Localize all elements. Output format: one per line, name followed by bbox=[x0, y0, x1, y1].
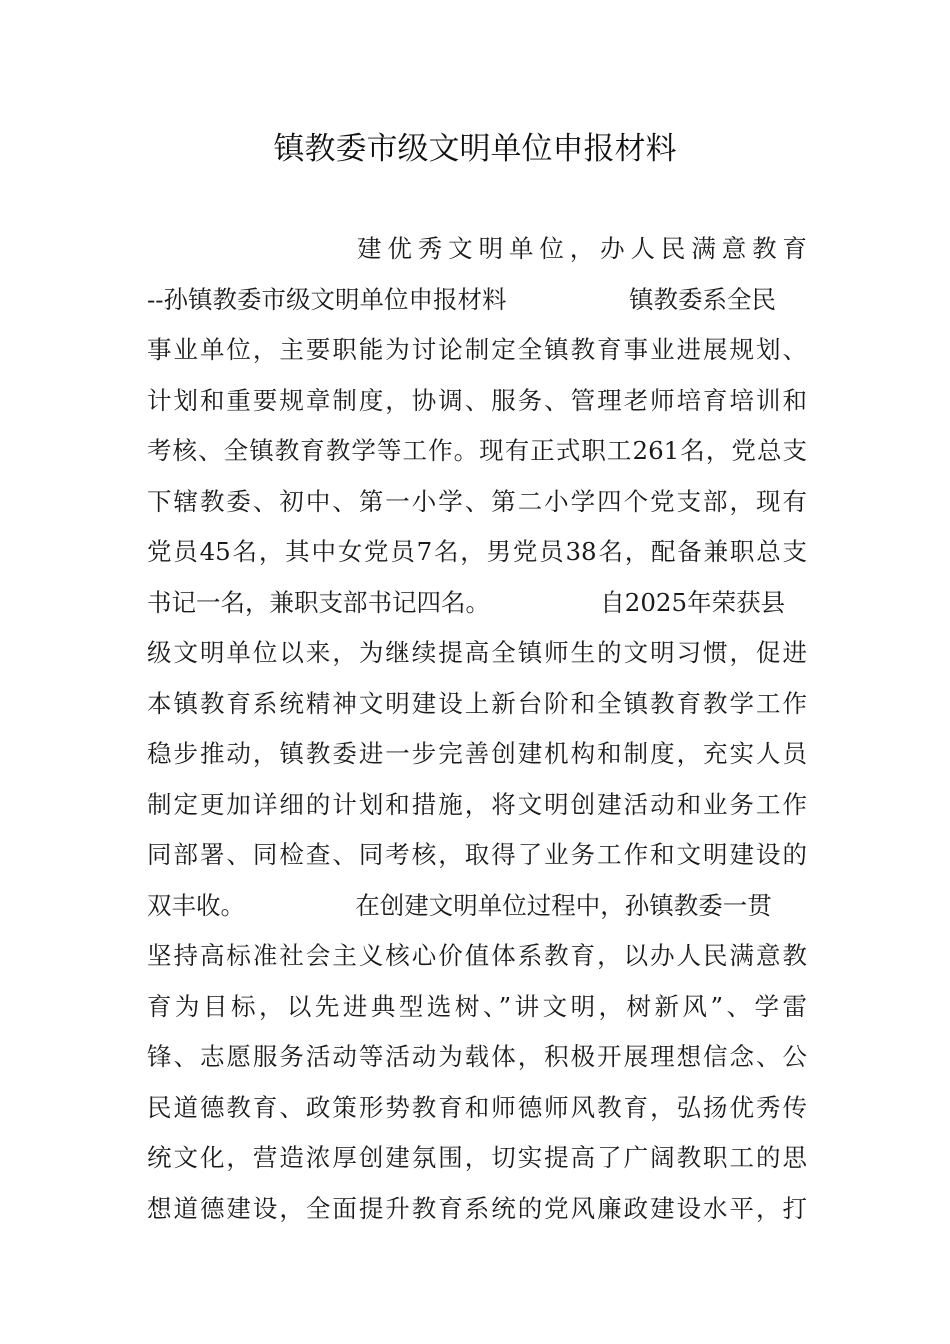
body-line: 本镇教育系统精神文明建设上新台阶和全镇教育教学工作 bbox=[147, 688, 807, 718]
body-line: 下辖教委、初中、第一小学、第二小学四个党支部，现有 bbox=[147, 486, 807, 516]
body-line: 民道德教育、政策形势教育和师德师风教育，弘扬优秀传 bbox=[147, 1092, 807, 1122]
body-line: 级文明单位以来，为继续提高全镇师生的文明习惯，促进 bbox=[147, 638, 807, 667]
body-line: 书记一名，兼职支部书记四名。 自2025年荣获县 bbox=[147, 587, 786, 617]
body-line: 育为目标，以先进典型选树、”讲文明，树新风”、学雷 bbox=[147, 991, 807, 1021]
document-body bbox=[147, 230, 807, 1240]
body-line: 稳步推动，镇教委进一步完善创建机构和制度，充实人员 bbox=[147, 739, 807, 768]
body-line: 建优秀文明单位，办人民满意教育 bbox=[357, 234, 807, 263]
body-line: 考核、全镇教育教学等工作。现有正式职工261名，党总支 bbox=[147, 436, 807, 465]
body-line: --孙镇教委市级文明单位申报材料 镇教委系全民 bbox=[147, 284, 777, 314]
body-line: 想道德建设，全面提升教育系统的党风廉政建设水平，打 bbox=[147, 1193, 807, 1223]
body-line: 双丰收。 在创建文明单位过程中，孙镇教委一贯 bbox=[147, 890, 772, 920]
document-title: 镇教委市级文明单位申报材料 bbox=[273, 131, 677, 167]
body-line: 锋、志愿服务活动等活动为载体，积极开展理想信念、公 bbox=[147, 1042, 807, 1071]
body-line: 党员45名，其中女党员7名，男党员38名，配备兼职总支 bbox=[147, 537, 807, 566]
body-line: 统文化，营造浓厚创建氛围，切实提高了广阔教职工的思 bbox=[147, 1143, 807, 1172]
body-line: 制定更加详细的计划和措施，将文明创建活动和业务工作 bbox=[147, 789, 807, 819]
body-line: 事业单位，主要职能为讨论制定全镇教育事业进展规划、 bbox=[147, 335, 807, 364]
body-line: 同部署、同检查、同考核，取得了业务工作和文明建设的 bbox=[147, 840, 807, 869]
body-line: 坚持高标准社会主义核心价值体系教育，以办人民满意教 bbox=[147, 941, 807, 970]
body-line: 计划和重要规章制度，协调、服务、管理老师培育培训和 bbox=[147, 385, 807, 415]
